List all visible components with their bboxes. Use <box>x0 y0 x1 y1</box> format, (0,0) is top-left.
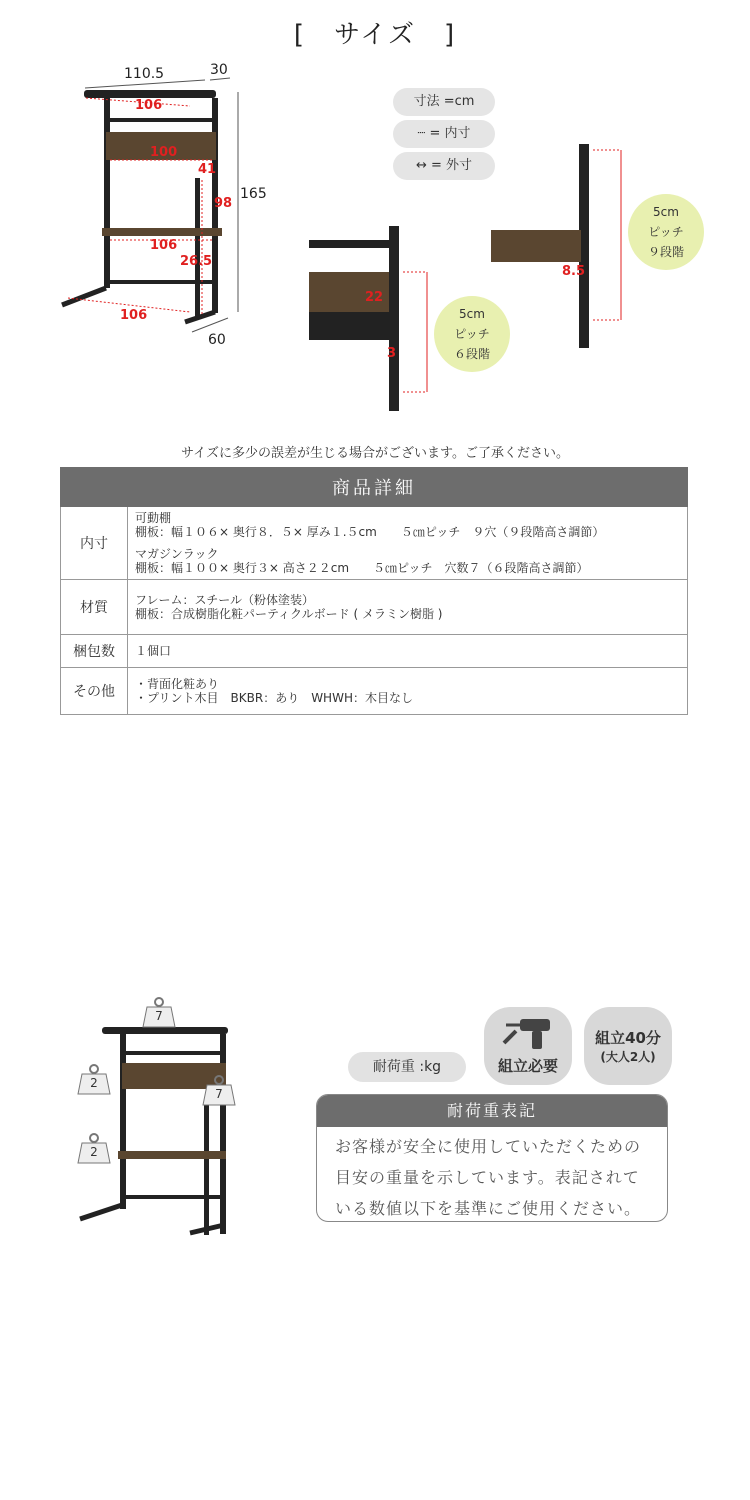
row-value-inner <box>128 507 688 580</box>
load-notice-line: いる数値以下を基準にご使用ください。 <box>335 1199 642 1218</box>
spec-table-header: 商品詳細 <box>61 468 688 507</box>
product-dimension-drawing <box>50 60 280 350</box>
row-value-other <box>128 668 688 715</box>
shelf-detail <box>485 140 625 350</box>
shelf-board <box>102 228 222 236</box>
detail-22-label: 22 <box>365 290 384 305</box>
other-line: ・プリント木目 BKBR：あり WHWH：木目なし <box>135 691 413 705</box>
packages-line: １個口 <box>135 644 172 658</box>
inner-bottom-label: 106 <box>120 308 148 323</box>
detail-rack-bar <box>309 240 395 248</box>
row-label-material: 材質 <box>61 580 128 635</box>
detail-rack-base <box>309 312 395 340</box>
pitch-right-line2: ピッチ <box>648 225 684 239</box>
table-row <box>61 507 688 580</box>
rack-bar <box>106 118 216 122</box>
assembly-badge <box>484 1007 572 1085</box>
assembly-time-badge <box>584 1007 672 1085</box>
side-41-label: 41 <box>198 162 217 177</box>
load-bottom-bar <box>122 1195 226 1199</box>
pitch-left-line1: 5cm <box>459 307 485 321</box>
inner-line: 棚板：幅１０６× 奥行８．５× 厚み１.５cm ５㎝ピッチ ９穴（９段階高さ調節） <box>135 525 605 539</box>
side-98-label: 98 <box>214 196 233 211</box>
legend-inner: ┈ = 内寸 <box>393 120 495 148</box>
load-capacity-drawing <box>70 995 250 1240</box>
assembly-time-label: 組立40分 <box>595 1029 661 1047</box>
tolerance-note: サイズに多少の誤差が生じる場合がございます。ご了承ください。 <box>181 446 569 461</box>
pitch-left-line3: ６段階 <box>453 347 490 361</box>
load-unit-label: 耐荷重 :kg <box>348 1052 466 1082</box>
row-value-material <box>128 580 688 635</box>
load-notice-header: 耐荷重表記 <box>317 1095 667 1127</box>
assembly-people-label: (大人2人) <box>600 1050 656 1064</box>
weight-tag-magazine <box>77 1064 111 1096</box>
detail-post <box>389 226 399 411</box>
left-foot <box>62 288 106 305</box>
weight-tag-top <box>142 997 176 1029</box>
material-line: フレーム：スチール（粉体塗装） <box>135 593 315 607</box>
magazine-rack-detail <box>305 220 445 415</box>
side-26-5-label: 26.5 <box>180 254 213 269</box>
inner-magazine-label: 100 <box>150 145 178 160</box>
load-notice-box <box>316 1094 668 1222</box>
detail-3-label: 3 <box>387 346 397 361</box>
left-post <box>104 98 110 288</box>
pitch-right-badge <box>628 194 704 270</box>
pitch-right-line3: ９段階 <box>647 245 684 259</box>
legend-unit: 寸法 =cm <box>393 88 495 116</box>
load-rack-bar <box>122 1051 226 1055</box>
load-left-foot <box>80 1205 122 1219</box>
weight-side-value: 7 <box>215 1087 223 1101</box>
side-post <box>195 178 200 318</box>
table-row <box>61 580 688 635</box>
load-side-post <box>204 1105 209 1235</box>
inner-shelf-label: 106 <box>150 238 178 253</box>
table-row <box>61 635 688 668</box>
depth-label: 60 <box>208 332 226 348</box>
pitch-right-line1: 5cm <box>653 205 679 219</box>
load-notice-line: お客様が安全に使用していただくための <box>335 1137 642 1156</box>
load-notice-body <box>317 1127 667 1222</box>
weight-shelf-value: 2 <box>90 1145 98 1159</box>
row-value-packages <box>128 635 688 668</box>
section-title: [ サイズ ] <box>293 20 457 50</box>
height-label: 165 <box>240 186 267 202</box>
inner-line: マガジンラック <box>135 547 219 561</box>
top-bar <box>84 90 216 98</box>
spec-table <box>60 467 688 715</box>
assembly-badge-label: 組立必要 <box>497 1057 558 1075</box>
outer-width-label: 110.5 <box>124 66 165 82</box>
row-label-packages: 梱包数 <box>61 635 128 668</box>
table-row <box>61 668 688 715</box>
legend-outer: ↔ = 外寸 <box>393 152 495 180</box>
weight-tag-shelf <box>77 1133 111 1165</box>
outer-depth-label: 30 <box>210 62 228 78</box>
material-line: 棚板：合成樹脂化粧パーティクルボード ( メラミン樹脂 ) <box>135 607 443 621</box>
weight-top-value: 7 <box>155 1009 163 1023</box>
load-notice-line: 目安の重量を示しています。表記されて <box>335 1168 640 1187</box>
other-line: ・背面化粧あり <box>135 677 220 691</box>
shelf-detail-board <box>491 230 581 262</box>
row-label-inner: 内寸 <box>61 507 128 580</box>
weight-magazine-value: 2 <box>90 1076 98 1090</box>
inner-line: 棚板：幅１００× 奥行３× 高さ２２cm ５㎝ピッチ 穴数７（６段階高さ調節） <box>135 561 589 575</box>
detail-8-5-label: 8.5 <box>562 264 586 279</box>
outer-depth-line <box>210 78 230 80</box>
drill-icon <box>498 1013 558 1053</box>
load-shelf-board <box>118 1151 226 1159</box>
load-left-post <box>120 1034 126 1209</box>
inner-line: 可動棚 <box>135 511 172 525</box>
inner-top-label: 106 <box>135 98 163 113</box>
pitch-left-line2: ピッチ <box>454 327 490 341</box>
row-label-other: その他 <box>61 668 128 715</box>
weight-tag-side <box>202 1075 236 1107</box>
